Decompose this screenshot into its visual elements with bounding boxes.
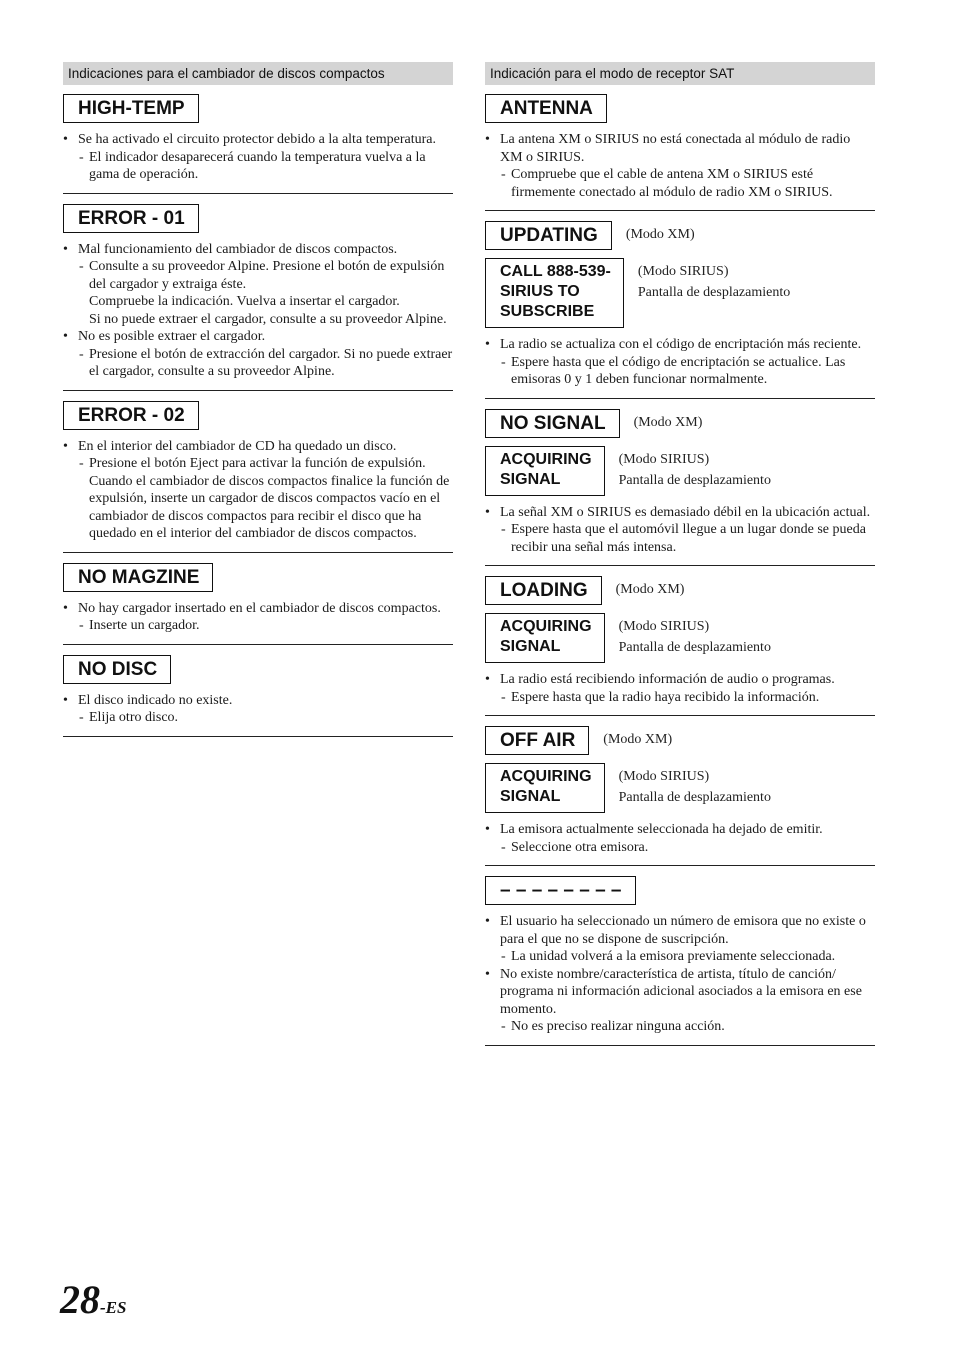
dash-item [485,1018,875,1036]
bullet-item [485,913,875,948]
bullet-item [63,600,453,618]
mode-note: (Modo XM) [625,227,695,242]
item-text: La radio está recibiendo información de audio o programas. [500,672,835,687]
indicator-row [63,401,453,430]
page-number [60,1278,126,1330]
message-list [485,671,875,706]
display-indicator: ACQUIRING SIGNAL [485,763,605,813]
indicator-row [63,94,453,123]
bullet-item [485,504,875,522]
bullet-item [485,966,875,1019]
dash-item [485,166,875,201]
bullet-item [63,241,453,259]
indicator-block [485,409,875,567]
indicator-row [485,876,875,905]
display-indicator: – – – – – – – – [485,876,636,905]
indicator-row [485,409,875,438]
indicator-row [485,613,875,663]
message-list [485,504,875,557]
dash-item [485,354,875,389]
item-text: - No es preciso realizar ninguna acción. [511,1019,725,1034]
dash-item [485,521,875,556]
item-text: La emisora actualmente seleccionada ha dejado de emitir. [500,822,823,837]
bullet-item [63,692,453,710]
indicator-block [63,401,453,553]
indicator-block [63,655,453,737]
mode-note: (Modo XM) [603,732,673,747]
display-indicator: ANTENNA [485,94,607,123]
item-text: - Consulte a su proveedor Alpine. Presione el botón de expulsión del cargador y extraiga éste. Compruebe la indicación. Vuelva a insertar el cargador. Si no puede extraer el cargador, consulte a su proveedor Alpine. [89,259,447,327]
mode-note: (Modo SIRIUS) Pantalla de desplazamiento [618,451,771,488]
item-text: - Seleccione otra emisora. [511,839,649,855]
item-text: No es posible extraer el cargador. [78,329,266,344]
display-indicator: ERROR - 01 [63,204,199,233]
bullet-item [63,131,453,149]
left-column [63,62,453,747]
page-number-value: 28 [60,1277,100,1322]
message-list [63,241,453,381]
item-text: La antena XM o SIRIUS no está conectada al módulo de radio XM o SIRIUS. [500,132,851,165]
dash-item [63,455,453,543]
display-indicator: UPDATING [485,221,612,250]
item-text: Se ha activado el circuito protector debido a la alta temperatura. [78,132,437,147]
mode-note: (Modo SIRIUS) Pantalla de desplazamiento [618,769,771,805]
dash-item [63,346,453,381]
display-indicator: NO DISC [63,655,171,684]
message-list [63,692,453,727]
bullet-item [485,131,875,166]
indicator-block [63,94,453,194]
message-list [63,131,453,184]
dash-item [63,617,453,635]
item-text: - Espere hasta que el código de encriptación se actualice. Las emisoras 0 y 1 deben funcionar normalmente. [511,354,846,387]
bullet-item [485,671,875,689]
item-text: - El indicador desaparecerá cuando la temperatura vuelva a la gama de operación. [89,149,426,182]
bullet-item [485,821,875,839]
bullet-item [63,438,453,456]
display-indicator: ACQUIRING SIGNAL [485,613,605,663]
message-list [485,336,875,389]
display-indicator: LOADING [485,576,602,605]
indicator-block [63,204,453,391]
message-list [63,600,453,635]
indicator-block [63,563,453,645]
item-text: No existe nombre/característica de artista, título de canción/ programa ni información adicional asociados a la emisora en ese momento. [500,966,862,1017]
indicator-row [485,446,875,496]
item-text: La señal XM o SIRIUS es demasiado débil en la ubicación actual. [500,504,871,520]
indicator-row [485,576,875,605]
indicator-row [485,258,875,328]
section-header-sat-receiver: Indicación para el modo de receptor SAT [485,62,875,85]
dash-item [485,948,875,966]
left-blocks [63,94,453,737]
section-header-cd-changer: Indicaciones para el cambiador de discos compactos [63,62,453,85]
display-indicator: HIGH-TEMP [63,94,199,123]
dash-item [63,149,453,184]
indicator-block [485,221,875,399]
display-indicator: OFF AIR [485,726,589,755]
item-text: La radio se actualiza con el código de encriptación más reciente. [500,337,862,352]
indicator-row [485,763,875,813]
item-text: - Presione el botón de extracción del cargador. Si no puede extraer el cargador, consulte a su proveedor Alpine. [89,346,453,379]
item-text: - Compruebe que el cable de antena XM o SIRIUS esté firmemente conectado al módulo de radio XM o SIRIUS. [511,167,833,200]
item-text: - Espere hasta que la radio haya recibido la información. [511,689,820,705]
display-indicator: ERROR - 02 [63,401,199,430]
item-text: - Presione el botón Eject para activar la función de expulsión. Cuando el cambiador de discos compactos finalice la función de expulsión, inserte un cargador de discos compactos vacío en el cambiador de discos compactos para recibir el disco que ha quedado en el interior del cambiador de discos compactos. [89,456,450,541]
dash-item [485,839,875,857]
message-list [485,821,875,856]
indicator-block [485,876,875,1046]
page-number-suffix: -ES [100,1298,127,1317]
item-text: El disco indicado no existe. [78,692,233,708]
item-text: Mal funcionamiento del cambiador de discos compactos. [78,241,398,257]
right-column [485,62,875,1056]
item-text: - Elija otro disco. [89,710,179,725]
dash-item [485,689,875,707]
display-indicator: NO MAGZINE [63,563,213,592]
indicator-row [485,726,875,755]
dash-item [63,258,453,328]
bullet-item [485,336,875,354]
dash-item [63,709,453,727]
indicator-row [63,563,453,592]
display-indicator: CALL 888-539- SIRIUS TO SUBSCRIBE [485,258,624,328]
item-text: No hay cargador insertado en el cambiador de discos compactos. [78,600,441,616]
message-list [485,131,875,201]
display-indicator: ACQUIRING SIGNAL [485,446,605,496]
mode-note: (Modo SIRIUS) Pantalla de desplazamiento [618,619,771,655]
item-text: En el interior del cambiador de CD ha quedado un disco. [78,438,397,454]
mode-note: (Modo SIRIUS) Pantalla de desplazamiento [637,264,791,300]
message-list [485,913,875,1036]
mode-note: (Modo XM) [615,582,685,597]
item-text: El usuario ha seleccionado un número de emisora que no existe o para el que no se dispone de suscripción. [500,914,866,947]
indicator-block [485,94,875,211]
indicator-row [63,655,453,684]
item-text: - La unidad volverá a la emisora previamente seleccionada. [511,949,836,964]
message-list [63,438,453,543]
right-blocks [485,94,875,1046]
mode-note: (Modo XM) [633,414,703,430]
indicator-block [485,576,875,716]
indicator-block [485,726,875,866]
indicator-row [485,94,875,123]
item-text: - Inserte un cargador. [89,618,200,633]
indicator-row [63,204,453,233]
bullet-item [63,328,453,346]
indicator-row [485,221,875,250]
display-indicator: NO SIGNAL [485,409,620,438]
item-text: - Espere hasta que el automóvil llegue a un lugar donde se pueda recibir una señal más intensa. [511,522,866,555]
